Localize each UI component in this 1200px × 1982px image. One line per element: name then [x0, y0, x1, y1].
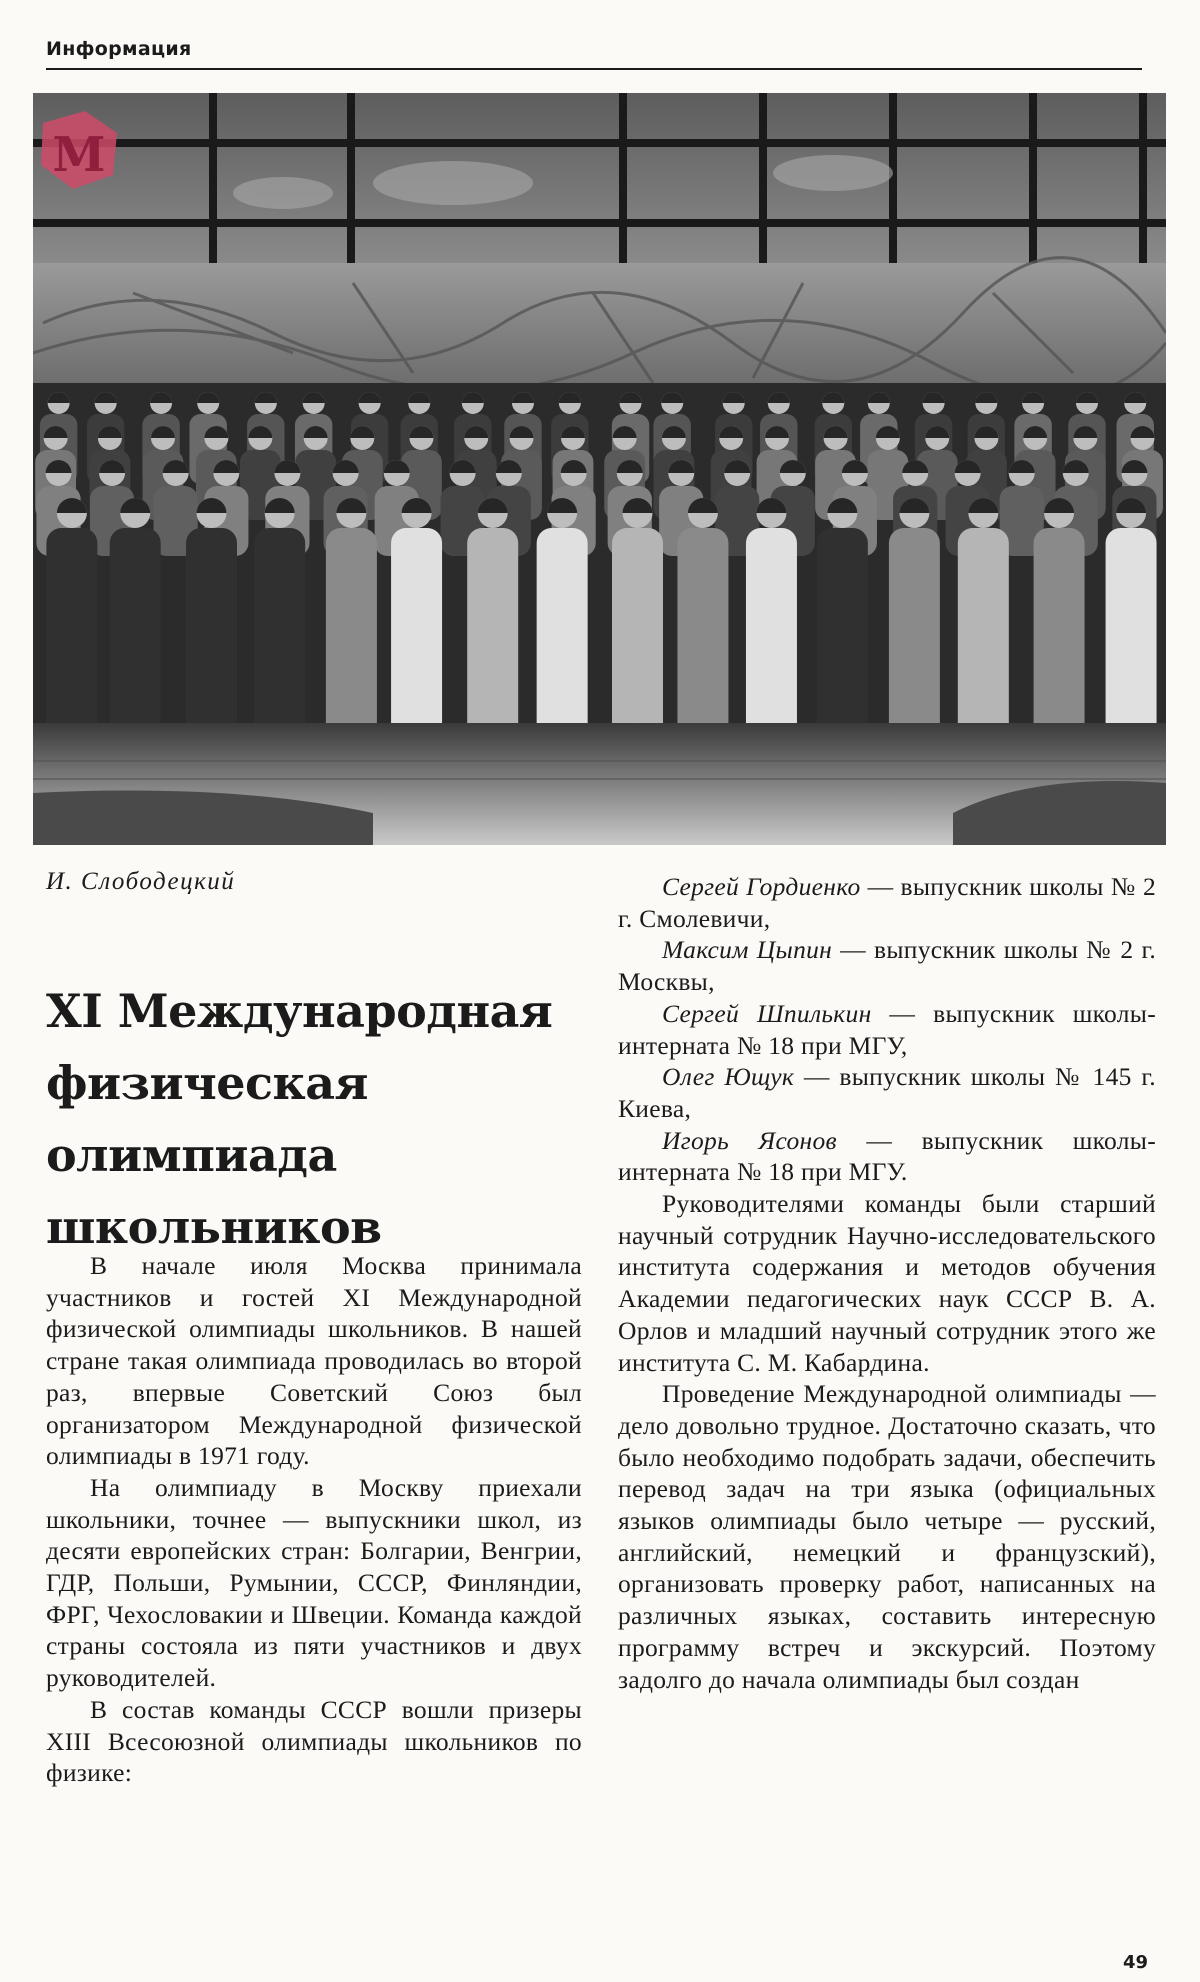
- person-body: [817, 528, 868, 738]
- member-description: — выпускник школы-интерната № 18 при МГУ,: [618, 998, 1156, 1060]
- logo-letter: М: [52, 127, 106, 183]
- section-label: Информация: [46, 38, 192, 60]
- team-member-entry: [618, 1061, 1156, 1124]
- member-name: Максим Цыпин: [662, 935, 833, 965]
- person-body: [254, 528, 305, 738]
- member-name: Сергей Гордиенко: [662, 872, 861, 901]
- person-body: [889, 528, 940, 738]
- group-photo: [33, 93, 1166, 845]
- member-name: Игорь Ясонов: [662, 1125, 837, 1155]
- member-description: — выпускник школы № 2 г. Смолевичи,: [618, 872, 1156, 933]
- person-body: [746, 528, 797, 738]
- paragraph: В начале июля Москва принимала участников и гостей XI Международной физической олимпиады школьников. В нашей стране такая олимпиада проводилась во второй раз, впервые Советский Союз был организатором Международной физической олимпиады в 1971 году.: [46, 1251, 582, 1471]
- member-name: Олег Ющук: [662, 1062, 795, 1092]
- person-body: [1106, 528, 1157, 738]
- member-name: Сергей Шпилькин: [662, 998, 872, 1028]
- person-body: [1034, 528, 1085, 738]
- header-divider: [46, 68, 1142, 70]
- title-line: XI Международная: [46, 984, 553, 1038]
- person-body: [326, 528, 377, 738]
- left-column: [46, 1250, 582, 1789]
- page-number: 49: [1122, 1952, 1148, 1973]
- person-body: [110, 528, 161, 738]
- member-description: — выпускник школы № 145 г. Киева,: [618, 1062, 1156, 1123]
- person-body: [677, 528, 728, 738]
- team-member-entry: [618, 1125, 1156, 1188]
- member-description: — выпускник школы № 2 г. Москвы,: [618, 935, 1156, 997]
- person-body: [612, 528, 663, 738]
- paragraph: Руководителями команды были старший научный сотрудник Научно-исследовательского института содержания и методов обучения Академии педагогических наук СССР В. А. Орлов и младший научный сотрудник этого же института С. М. Кабардина.: [618, 1189, 1156, 1377]
- team-member-entry: [618, 871, 1156, 934]
- person-body: [46, 528, 97, 738]
- paragraph: В состав команды СССР вошли призеры XIII Всесоюзной олимпиады школьников по физике:: [46, 1694, 582, 1788]
- paragraph: На олимпиаду в Москву приехали школьники, точнее — выпускники школ, из десяти европейских стран: Болгарии, Венгрии, ГДР, Польши, Румынии, СССР, Финляндии, ФРГ, Чехословакии и Швеции. Команда каждой страны состояла из пяти участников и двух руководителей.: [46, 1472, 582, 1693]
- team-member-entry: [618, 934, 1156, 997]
- article-title: [46, 975, 606, 1263]
- paragraph: Проведение Международной олимпиады — дело довольно трудное. Достаточно сказать, что было необходимо подобрать задачи, обеспечить перевод задач на три языка (официальных языков олимпиады было четыре — русский, английский, немецкий и французский), организовать проверку работ, написанных на различных языках, составить интересную программу встреч и экскурсий. Поэтому задолго до начала олимпиады был создан: [618, 1379, 1156, 1694]
- person-body: [958, 528, 1009, 738]
- author-byline: И. Слободецкий: [46, 868, 236, 895]
- person-body: [186, 528, 237, 738]
- right-column: [618, 871, 1156, 1695]
- member-description: — выпускник школы-интерната № 18 при МГУ.: [618, 1125, 1156, 1187]
- team-member-entry: [618, 998, 1156, 1061]
- title-line: физическая олимпиада: [46, 1056, 369, 1182]
- title-line: школьников: [46, 1200, 382, 1254]
- person-body: [467, 528, 518, 738]
- person-body: [537, 528, 588, 738]
- person-body: [391, 528, 442, 738]
